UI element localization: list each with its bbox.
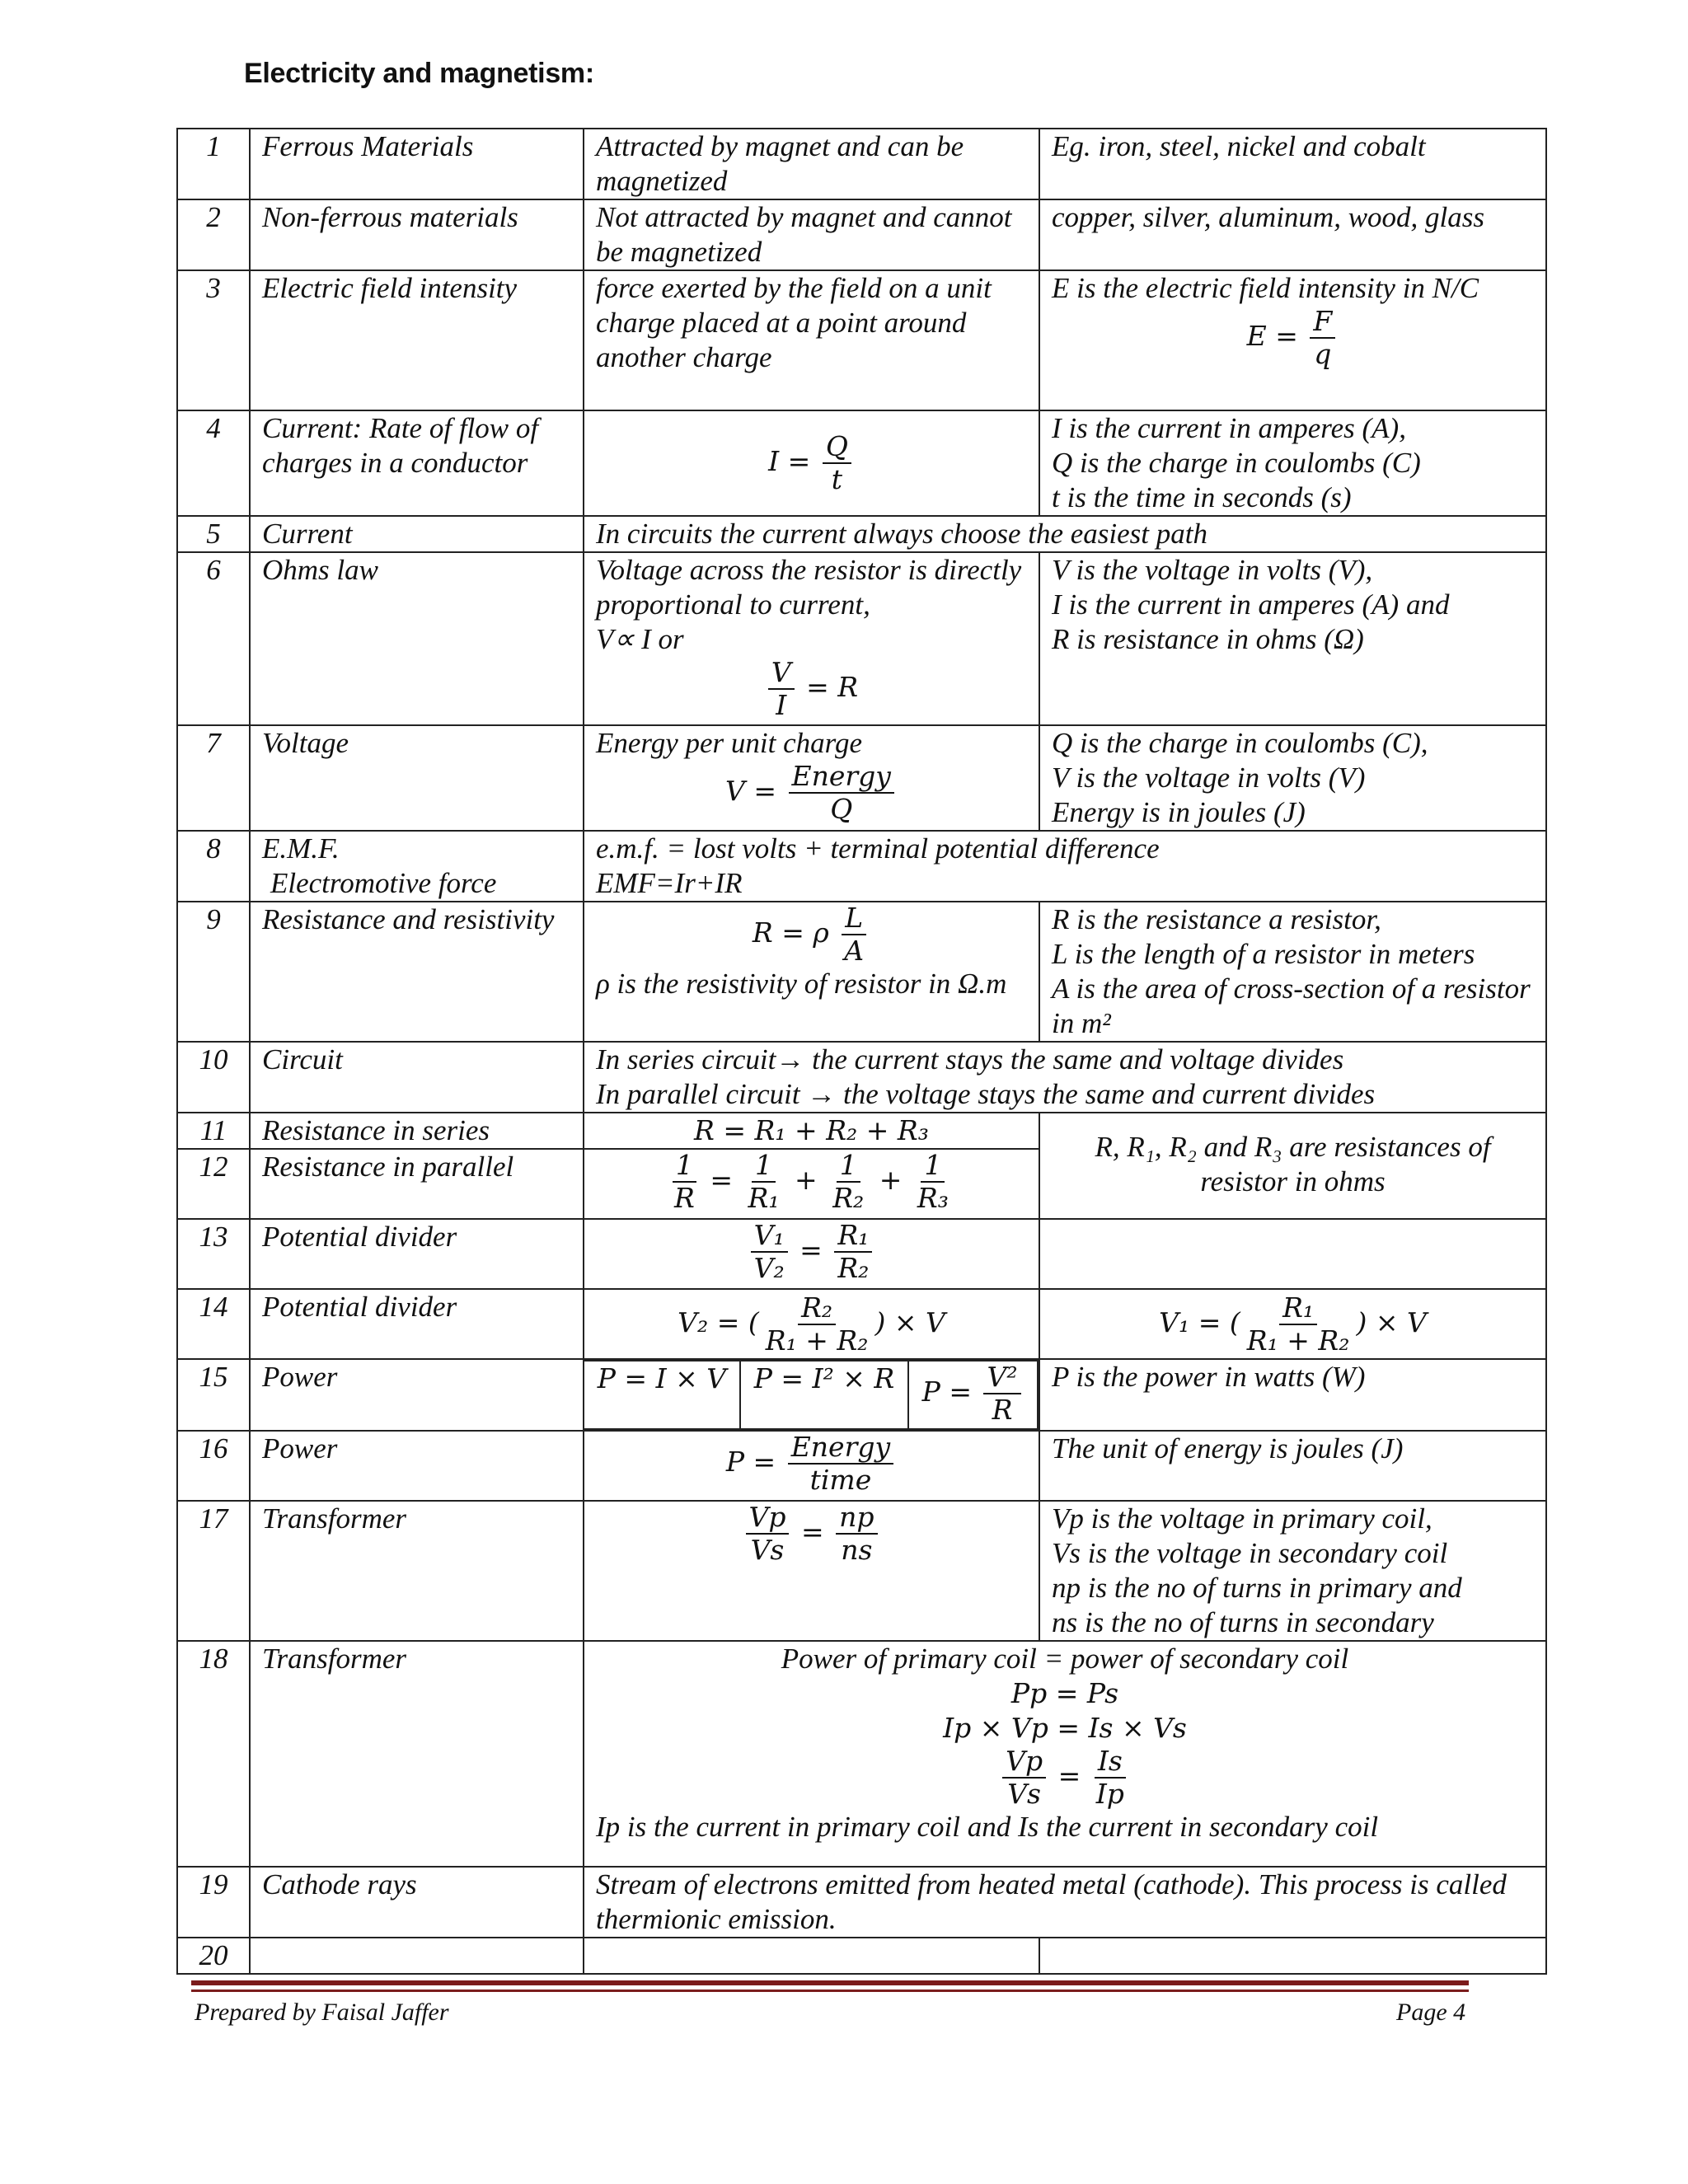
extra-line: L is the length of a resistor in meters [1052, 938, 1475, 970]
table-row [177, 831, 1546, 902]
table-row [177, 1219, 1546, 1289]
eq-lhs: V = [725, 775, 777, 807]
desc-text: Energy per unit charge [596, 727, 863, 759]
eq-rhs: = R [806, 671, 859, 703]
row-description: Not attracted by magnet and cannot be magnetized [584, 199, 1039, 270]
equation: P = I × V [584, 1361, 740, 1429]
equation [1039, 1289, 1546, 1359]
row-extra [1039, 725, 1546, 831]
row-term: Electric field intensity [250, 270, 584, 410]
desc-text: ρ is the resistivity of resistor in Ω.m [596, 968, 1007, 1000]
row-number: 12 [177, 1149, 250, 1219]
extra-text: E is the electric field intensity in N/C [1052, 272, 1479, 304]
numerator: Is [1095, 1746, 1126, 1779]
row-term: Resistance in parallel [250, 1149, 584, 1219]
fraction [744, 1150, 782, 1214]
numerator: V [768, 657, 795, 690]
row-term: Resistance in series [250, 1113, 584, 1149]
extra-line: V is the voltage in volts (V), [1052, 554, 1373, 586]
table-row [177, 199, 1546, 270]
extra-line: I is the current in amperes (A), [1052, 412, 1406, 444]
numerator: Energy [789, 761, 894, 794]
extra-line: np is the no of turns in primary and [1052, 1572, 1462, 1604]
table-row [177, 1113, 1546, 1149]
fraction [671, 1150, 698, 1214]
row-description [584, 1938, 1039, 1974]
desc-text: Voltage across the resistor is directly proportional to current, [596, 554, 1022, 621]
denominator: Vs [750, 1534, 785, 1566]
numerator: Q [823, 431, 851, 464]
numerator: Vp [746, 1502, 790, 1535]
numerator: R₁ [834, 1220, 872, 1253]
fraction [834, 1220, 872, 1284]
numerator: 1 [752, 1150, 776, 1183]
row-term: Transformer [250, 1501, 584, 1641]
equation [908, 1361, 1038, 1429]
eq-rhs: ) × V [1356, 1305, 1427, 1338]
table-row [177, 725, 1546, 831]
denominator: R [673, 1182, 695, 1214]
equation: Pp = Ps [1010, 1677, 1119, 1709]
eq-lhs: E = [1246, 320, 1298, 352]
denominator: R₁ [748, 1182, 780, 1214]
desc-text: In parallel circuit → the voltage stays the same and current divides [596, 1078, 1376, 1110]
row-description: In circuits the current always choose the easiest path [584, 516, 1546, 552]
term-line: Electromotive force [270, 867, 497, 899]
eq-lhs: P = [725, 1446, 776, 1478]
row-number: 17 [177, 1501, 250, 1641]
desc-text: In series circuit→ the current stays the same and voltage divides [596, 1043, 1344, 1076]
row-term: Ohms law [250, 552, 584, 725]
page-title: Electricity and magnetism: [244, 58, 594, 89]
denominator: Q [830, 793, 853, 825]
row-number: 18 [177, 1641, 250, 1867]
row-extra [1039, 552, 1546, 725]
extra-line: Q is the charge in coulombs (C), [1052, 727, 1428, 759]
extra-line: R is resistance in ohms (Ω) [1052, 623, 1364, 655]
row-extra [1039, 1938, 1546, 1974]
row-description [584, 1641, 1546, 1867]
table-row [177, 516, 1546, 552]
numerator: R₂ [798, 1292, 836, 1325]
equation: $\frac{Vp}{Vs}$ = $\frac{np}{ns}$ [584, 1501, 1039, 1641]
denominator: I [776, 689, 787, 721]
extra-line: A is the area of cross-section of a resistor in m² [1052, 972, 1531, 1039]
table-row [177, 270, 1546, 410]
numerator: Energy [788, 1432, 893, 1465]
fraction [768, 657, 795, 721]
extra-line: Energy is in joules (J) [1052, 796, 1306, 828]
row-term: Resistance and resistivity [250, 902, 584, 1042]
equation [1052, 306, 1534, 370]
fraction [1002, 1746, 1046, 1810]
denominator: V₂ [753, 1252, 785, 1284]
table-row [177, 552, 1546, 725]
fraction [788, 1432, 893, 1496]
fraction [1310, 306, 1335, 370]
row-description [584, 1042, 1546, 1113]
row-term: Current [250, 516, 584, 552]
extra-line: I is the current in amperes (A) and [1052, 588, 1450, 621]
extra-line: Vp is the voltage in primary coil, [1052, 1502, 1432, 1535]
equation: Ip × Vp = Is × Vs [943, 1712, 1187, 1744]
denominator: R₁ + R₂ [1246, 1324, 1350, 1357]
row-term: Power [250, 1431, 584, 1501]
row-number: 5 [177, 516, 250, 552]
numerator: V² [983, 1361, 1020, 1394]
numerator: Vp [1002, 1746, 1046, 1779]
row-number: 16 [177, 1431, 250, 1501]
row-number: 19 [177, 1867, 250, 1938]
desc-text: Ip is the current in primary coil and Is the current in secondary coil [596, 1811, 1379, 1843]
row-term: Cathode rays [250, 1867, 584, 1938]
eq-lhs: V₁ = ( [1159, 1305, 1240, 1338]
denominator: ns [841, 1534, 873, 1566]
equation [596, 657, 1027, 721]
eq-lhs: I = [768, 445, 811, 477]
fraction [751, 1220, 788, 1284]
row-term: Current: Rate of flow of charges in a conductor [250, 410, 584, 516]
desc-text: V∝ I or [596, 623, 684, 655]
row-extra [1039, 410, 1546, 516]
fraction [823, 431, 851, 495]
table-row [177, 1042, 1546, 1113]
power-equations-grid [584, 1360, 1039, 1430]
row-description [584, 725, 1039, 831]
desc-text: Power of primary coil = power of secondary coil [781, 1643, 1349, 1675]
page-number: Page 4 [1396, 1999, 1466, 2026]
equation: $\frac{1}{R}$ = $\frac{1}{\text{R₁}}$ + $\frac{1}{\text{R₂}}$ + $\frac{1}{\text{R₃}}$ [584, 1149, 1039, 1219]
row-number: 2 [177, 199, 250, 270]
extra-line: Vs is the voltage in secondary coil [1052, 1537, 1448, 1569]
eq-rhs: ) × V [874, 1305, 945, 1338]
row-number: 4 [177, 410, 250, 516]
extra-line: R is the resistance a resistor, [1052, 903, 1381, 935]
equation: R = R₁ + R₂ + R₃ [584, 1113, 1039, 1149]
row-extra [1039, 270, 1546, 410]
denominator: Ip [1095, 1778, 1124, 1810]
row-description [584, 831, 1546, 902]
numerator: 1 [921, 1150, 945, 1183]
fraction [836, 1502, 877, 1566]
row-number: 10 [177, 1042, 250, 1113]
row-extra: R, R₁, R₂ and R₃ are resistances of resistor in ohms [1039, 1113, 1546, 1219]
row-extra [1039, 1501, 1546, 1641]
row-extra [1039, 902, 1546, 1042]
row-number: 3 [177, 270, 250, 410]
row-term: Voltage [250, 725, 584, 831]
desc-text: e.m.f. = lost volts + terminal potential difference [596, 832, 1160, 865]
row-number: 1 [177, 129, 250, 199]
denominator: R₃ [917, 1182, 949, 1214]
row-term [250, 831, 584, 902]
denominator: time [809, 1464, 872, 1496]
table-row [177, 1501, 1546, 1641]
denominator: R [992, 1394, 1013, 1426]
row-extra: The unit of energy is joules (J) [1039, 1431, 1546, 1501]
table-row [177, 1359, 1546, 1431]
fraction [1093, 1746, 1128, 1810]
row-description: Stream of electrons emitted from heated metal (cathode). This process is called thermionic emission. [584, 1867, 1546, 1938]
formula-table [176, 128, 1547, 1975]
eq-lhs: V₂ = ( [678, 1305, 759, 1338]
row-number: 14 [177, 1289, 250, 1359]
row-extra: P is the power in watts (W) [1039, 1359, 1546, 1431]
table-row [177, 129, 1546, 199]
row-term: Power [250, 1359, 584, 1431]
term-line: E.M.F. [262, 832, 340, 865]
denominator: q [1314, 338, 1332, 370]
row-term: Potential divider [250, 1289, 584, 1359]
equation: $\frac{\text{V₁}}{\text{V₂}}$ = $\frac{\text{R₁}}{\text{R₂}}$ [584, 1219, 1039, 1289]
eq-lhs: P = [921, 1376, 972, 1408]
denominator: R₁ + R₂ [765, 1324, 869, 1357]
equation [584, 1431, 1039, 1501]
table-row [177, 1431, 1546, 1501]
row-extra [1039, 1219, 1546, 1289]
equation [584, 410, 1039, 516]
row-term: Circuit [250, 1042, 584, 1113]
numerator: F [1310, 306, 1335, 339]
row-term: Potential divider [250, 1219, 584, 1289]
row-number: 13 [177, 1219, 250, 1289]
fraction [746, 1502, 790, 1566]
power-equations [584, 1359, 1039, 1431]
row-number: 6 [177, 552, 250, 725]
row-number: 9 [177, 902, 250, 1042]
row-description: force exerted by the field on a unit charge placed at a point around another charge [584, 270, 1039, 410]
row-extra: Eg. iron, steel, nickel and cobalt [1039, 129, 1546, 199]
equation: P = I² × R [740, 1361, 908, 1429]
numerator: L [842, 902, 866, 935]
row-term: Non-ferrous materials [250, 199, 584, 270]
row-description [584, 902, 1039, 1042]
row-term: Ferrous Materials [250, 129, 584, 199]
equation [584, 1289, 1039, 1359]
row-description [584, 552, 1039, 725]
row-extra: copper, silver, aluminum, wood, glass [1039, 199, 1546, 270]
table-row [177, 1938, 1546, 1974]
table-row [177, 410, 1546, 516]
numerator: V₁ [751, 1220, 788, 1253]
equation: $\frac{Vp}{Vs}$ = $\frac{Is}{Ip}$ [596, 1746, 1534, 1810]
extra-line: Q is the charge in coulombs (C) [1052, 447, 1421, 479]
table-row [177, 1289, 1546, 1359]
table-row [177, 1867, 1546, 1938]
row-term [250, 1938, 584, 1974]
numerator: 1 [837, 1150, 860, 1183]
row-number: 7 [177, 725, 250, 831]
denominator: t [831, 463, 842, 495]
row-number: 20 [177, 1938, 250, 1974]
fraction [983, 1361, 1020, 1426]
table-row [177, 902, 1546, 1042]
table-row [177, 1641, 1546, 1867]
denominator: R₂ [832, 1182, 865, 1214]
desc-text: EMF=Ir+IR [596, 867, 743, 899]
denominator: R₂ [837, 1252, 870, 1284]
numerator: np [836, 1502, 877, 1535]
denominator: Vs [1007, 1778, 1041, 1810]
fraction [841, 902, 867, 967]
extra-line: V is the voltage in volts (V) [1052, 762, 1366, 794]
extra-line: t is the time in seconds (s) [1052, 481, 1352, 513]
row-term: Transformer [250, 1641, 584, 1867]
row-number: 11 [177, 1113, 250, 1149]
footer-author: Prepared by Faisal Jaffer [195, 1999, 449, 2026]
denominator: A [844, 935, 865, 967]
fraction [789, 761, 894, 825]
equation [596, 902, 1027, 967]
numerator: 1 [673, 1150, 696, 1183]
fraction [762, 1292, 872, 1357]
row-description: Attracted by magnet and can be magnetized [584, 129, 1039, 199]
footer-divider [191, 1980, 1469, 1985]
fraction [829, 1150, 867, 1214]
fraction [914, 1150, 952, 1214]
equation [596, 761, 1027, 825]
extra-line: ns is the no of turns in secondary [1052, 1606, 1434, 1638]
row-number: 8 [177, 831, 250, 902]
eq-lhs: R = ρ [752, 916, 829, 949]
fraction [1244, 1292, 1353, 1357]
footer-divider-thin [191, 1990, 1469, 1992]
numerator: R₁ [1279, 1292, 1317, 1325]
row-number: 15 [177, 1359, 250, 1431]
